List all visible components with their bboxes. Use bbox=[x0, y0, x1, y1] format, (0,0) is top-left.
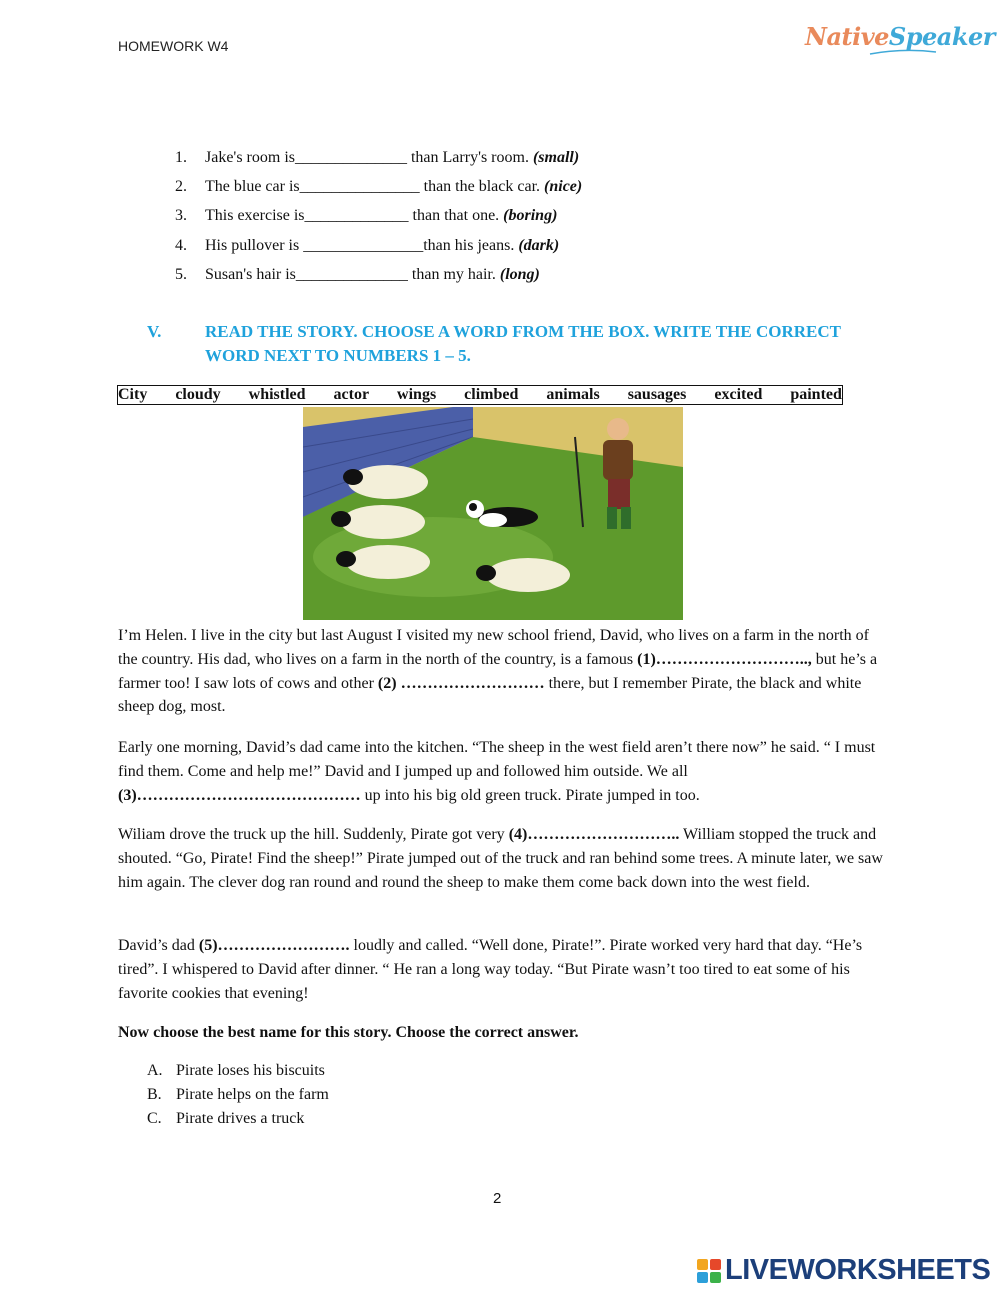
exercise-num: 5. bbox=[175, 265, 187, 283]
exercise-blank[interactable]: ______________ bbox=[295, 265, 408, 283]
blank-2[interactable]: (2) ……………………… bbox=[377, 674, 545, 692]
word-box-item: whistled bbox=[248, 386, 306, 403]
word-box-item: painted bbox=[790, 386, 842, 403]
word-box bbox=[117, 385, 843, 405]
exercise-num: 1. bbox=[175, 148, 187, 166]
word-box-item: cloudy bbox=[175, 386, 221, 403]
exercise-before: Jake's room is bbox=[205, 148, 295, 166]
brand-swoosh-icon bbox=[868, 48, 938, 56]
exercise-before: His pullover is bbox=[205, 236, 304, 254]
brand-logo-part1: Native bbox=[805, 22, 889, 51]
exercise-before: This exercise is bbox=[205, 207, 305, 225]
exercise-after: than Larry's room. bbox=[406, 148, 533, 166]
option-letter: B. bbox=[147, 1086, 162, 1103]
exercise-after: than his jeans. bbox=[423, 236, 519, 254]
story-paragraph-2 bbox=[118, 736, 883, 807]
exercise-item bbox=[175, 202, 582, 231]
exercise-item bbox=[175, 231, 582, 260]
exercise-blank[interactable]: _______________ bbox=[299, 177, 420, 195]
exercise-item bbox=[175, 172, 582, 201]
word-box-item: City bbox=[118, 386, 148, 403]
liveworksheets-blocks-icon bbox=[697, 1259, 721, 1283]
answer-option[interactable] bbox=[147, 1086, 329, 1110]
section-title: READ THE STORY. CHOOSE A WORD FROM THE BOX. WRITE THE CORRECT WORD NEXT TO NUMBERS 1 – 5. bbox=[205, 322, 841, 365]
blank-5[interactable]: (5)……………………. bbox=[198, 937, 350, 954]
story-text: Early one morning, David’s dad came into the kitchen. “The sheep in the west field aren’t there now” he said. “ I must find them. Come and help me!” David and I jumped up and followed him outside. We all bbox=[118, 739, 876, 780]
brand-logo bbox=[805, 22, 995, 51]
exercise-item bbox=[175, 143, 582, 172]
story-text: William stopped the truck and shouted. “Go, Pirate! Find the sheep!” Pirate jumped out of the truck and ran behind some trees. A minute later, we saw him again. The clever dog ran round and round the sheep to make them come back down into the west field. bbox=[118, 826, 883, 891]
option-text: Pirate drives a truck bbox=[176, 1110, 305, 1127]
liveworksheets-logo bbox=[697, 1254, 990, 1287]
story-text: loudly and called. “Well done, Pirate!”. Pirate worked very hard that day. “He’s tired”. I whispered to David after dinner. “ He ran a long way today. “But Pirate wasn’t too tired to eat some of his favorite cookies that evening! bbox=[118, 937, 863, 1002]
story-paragraph-1 bbox=[118, 624, 883, 719]
exercise-list bbox=[175, 143, 582, 289]
word-box-item: climbed bbox=[464, 386, 519, 403]
answer-option[interactable] bbox=[147, 1110, 329, 1134]
story-text: Wiliam drove the truck up the hill. Suddenly, Pirate got very bbox=[118, 826, 509, 843]
blank-3[interactable]: (3)…………………………………… bbox=[118, 786, 361, 804]
exercise-blank[interactable]: ______________ bbox=[294, 148, 407, 166]
section-number: V. bbox=[147, 322, 162, 341]
story-paragraph-3 bbox=[118, 823, 883, 894]
exercise-hint: (small) bbox=[532, 148, 580, 166]
option-text: Pirate helps on the farm bbox=[176, 1086, 329, 1103]
exercise-blank[interactable]: _______________ bbox=[303, 236, 424, 254]
liveworksheets-wordmark: LIVEWORKSHEETS bbox=[725, 1254, 991, 1286]
exercise-before: Susan's hair is bbox=[205, 265, 296, 283]
exercise-num: 4. bbox=[175, 236, 187, 254]
exercise-before: The blue car is bbox=[205, 177, 300, 195]
exercise-hint: (dark) bbox=[518, 236, 560, 254]
word-box-item: actor bbox=[333, 386, 370, 403]
story-illustration bbox=[303, 407, 683, 620]
exercise-hint: (nice) bbox=[544, 177, 583, 195]
exercise-after: than that one. bbox=[408, 207, 504, 225]
word-box-item: sausages bbox=[627, 386, 687, 403]
story-paragraph-4 bbox=[118, 934, 883, 1005]
exercise-num: 3. bbox=[175, 207, 187, 225]
story-text: but he’s a farmer too! I saw lots of cows and other bbox=[118, 650, 878, 692]
exercise-after: than the black car. bbox=[419, 177, 545, 195]
option-letter: C. bbox=[147, 1110, 162, 1127]
blank-1[interactable]: (1)……………………….., bbox=[637, 650, 812, 668]
exercise-num: 2. bbox=[175, 177, 187, 195]
header-title: HOMEWORK W4 bbox=[118, 38, 229, 54]
story-text: David’s dad bbox=[118, 937, 199, 954]
word-box-item: animals bbox=[546, 386, 600, 403]
story-text: I’m Helen. I live in the city but last August I visited my new school friend, David, who lives on a farm in the north of the country. His dad, who lives on a farm in the north of the country, is a famous bbox=[118, 627, 869, 668]
page-number: 2 bbox=[493, 1190, 502, 1207]
option-text: Pirate loses his biscuits bbox=[176, 1062, 325, 1079]
exercise-hint: (long) bbox=[499, 265, 540, 283]
word-box-item: excited bbox=[714, 386, 763, 403]
exercise-after: than my hair. bbox=[407, 265, 500, 283]
blank-4[interactable]: (4)……………………….. bbox=[508, 826, 680, 843]
word-box-item: wings bbox=[397, 386, 437, 403]
exercise-hint: (boring) bbox=[503, 207, 558, 225]
brand-logo-part2: Speaker bbox=[888, 22, 995, 51]
exercise-blank[interactable]: _____________ bbox=[304, 207, 409, 225]
story-text: there, but I remember Pirate, the black and white sheep dog, most. bbox=[118, 674, 862, 716]
option-letter: A. bbox=[147, 1062, 163, 1079]
question-text: Now choose the best name for this story. Choose the correct answer. bbox=[118, 1024, 579, 1041]
answer-option[interactable] bbox=[147, 1062, 329, 1086]
exercise-item bbox=[175, 260, 582, 289]
story-text: up into his big old green truck. Pirate jumped in too. bbox=[360, 786, 700, 804]
answer-options bbox=[147, 1062, 329, 1134]
